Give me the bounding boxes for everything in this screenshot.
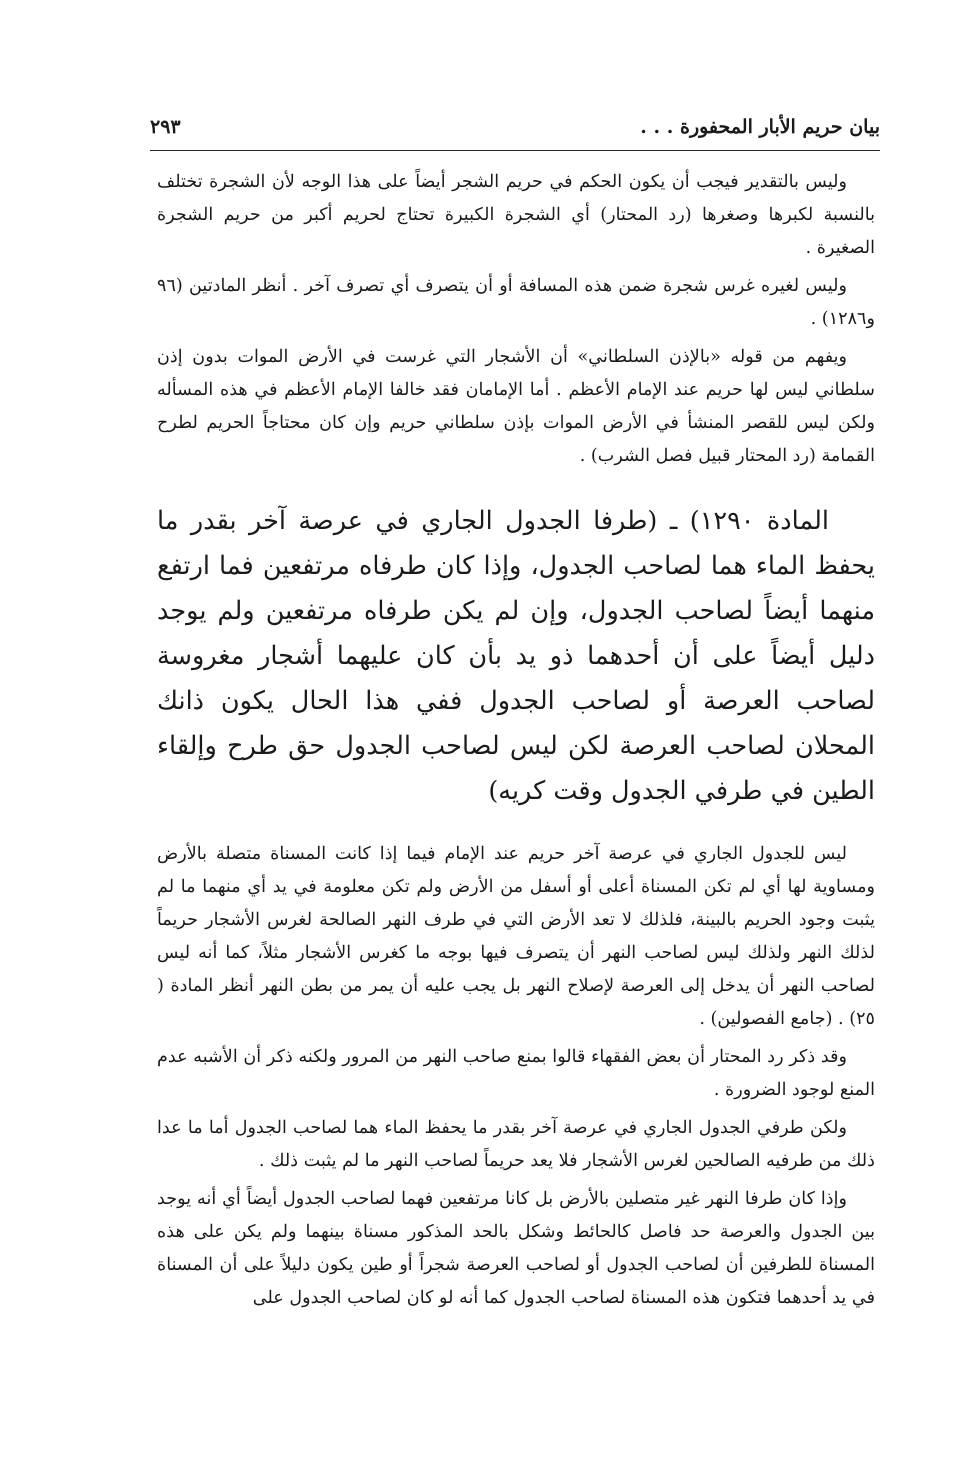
running-title: بيان حريم الأبار المحفورة . . . xyxy=(640,116,880,138)
commentary-paragraph-4: وإذا كان طرفا النهر غير متصلين بالأرض بل كانا مرتفعين فهما لصاحب الجدول أيضاً أي أنه يوجد بين الجدول والعرصة حد فاصل كالحائط وشكل بالحد المذكور مسناة بينهما ولم يكن على هذه المسناة للطرفين أن لصاحب الجدول أو لصاحب العرصة شجراً أو طين يكون دليلاً على أن المسناة في يد أحدهما فتكون هذه المسناة لصاحب الجدول كما أنه لو كان لصاحب الجدول على xyxy=(157,1189,875,1308)
paragraph-1: وليس بالتقدير فيجب أن يكون الحكم في حريم الشجر أيضاً على هذا الوجه لأن الشجرة تختلف بالنسبة لكبرها وصغرها (رد المحتار) أي الشجرة الكبيرة تحتاج لحريم أكبر من حريم الشجرة الصغيرة . xyxy=(157,172,875,258)
page-body xyxy=(157,166,875,1315)
commentary-paragraph-3: ولكن طرفي الجدول الجاري في عرصة آخر بقدر ما يحفظ الماء هما لصاحب الجدول أما ما عدا ذلك من طرفيه الصالحين لغرس الأشجار فلا يعد حريماً لصاحب النهر ما لم يثبت ذلك . xyxy=(157,1118,875,1171)
page-header xyxy=(150,110,880,151)
paragraph-3: ويفهم من قوله «بالإذن السلطاني» أن الأشجار التي غرست في الأرض الموات بدون إذن سلطاني ليس لها حريم عند الإمام الأعظم . أما الإمامان فقد خالفا الإمام الأعظم في هذه المسأله ولكن ليس للقصر المنشأ في الأرض الموات بإذن سلطاني حريم وإن كان محتاجاً الحريم لطرح القمامة (رد المحتار قبيل فصل الشرب) . xyxy=(157,347,875,466)
commentary-paragraph-1: ليس للجدول الجاري في عرصة آخر حريم عند الإمام فيما إذا كانت المسناة متصلة بالأرض ومساوية لها أي لم تكن المسناة أعلى أو أسفل من الأرض ولم تكن معلومة في يد أي منهما ما لم يثبت وجود الحريم بالبينة، فلذلك لا تعد الأرض التي في طرف النهر الصالحة لغرس الأشجار حريماً لذلك النهر ولذلك ليس لصاحب النهر أن يتصرف فيها بوجه ما كغرس الأشجار مثلاً، كما أنه ليس لصاحب النهر أن يدخل إلى العرصة لإصلاح النهر بل يجب عليه أن يمر من بطن النهر أنظر المادة ( ٢٥) . (جامع الفصولين) . xyxy=(157,844,875,1029)
article-1290-text: المادة ١٢٩٠) ـ (طرفا الجدول الجاري في عرصة آخر بقدر ما يحفظ الماء هما لصاحب الجدول، وإذا كان طرفاه مرتفعين فما ارتفع منهما أيضاً لصاحب الجدول، وإن لم يكن طرفاه مرتفعين ولم يوجد دليل أيضاً على أن أحدهما ذو يد بأن كان عليهما أشجار مغروسة لصاحب العرصة أو لصاحب الجدول ففي هذا الحال يكون ذانك المحلان لصاحب العرصة لكن ليس لصاحب الجدول حق طرح وإلقاء الطين في طرفي الجدول وقت كريه) xyxy=(157,506,875,806)
page-number: ٢٩٣ xyxy=(150,116,181,138)
paragraph-2: وليس لغيره غرس شجرة ضمن هذه المسافة أو أن يتصرف أي تصرف آخر . أنظر المادتين (٩٦ و١٢٨٦) . xyxy=(157,276,875,329)
commentary-paragraph-2: وقد ذكر رد المحتار أن بعض الفقهاء قالوا بمنع صاحب النهر من المرور ولكنه ذكر أن الأشبه عدم المنع لوجود الضرورة . xyxy=(157,1047,875,1100)
